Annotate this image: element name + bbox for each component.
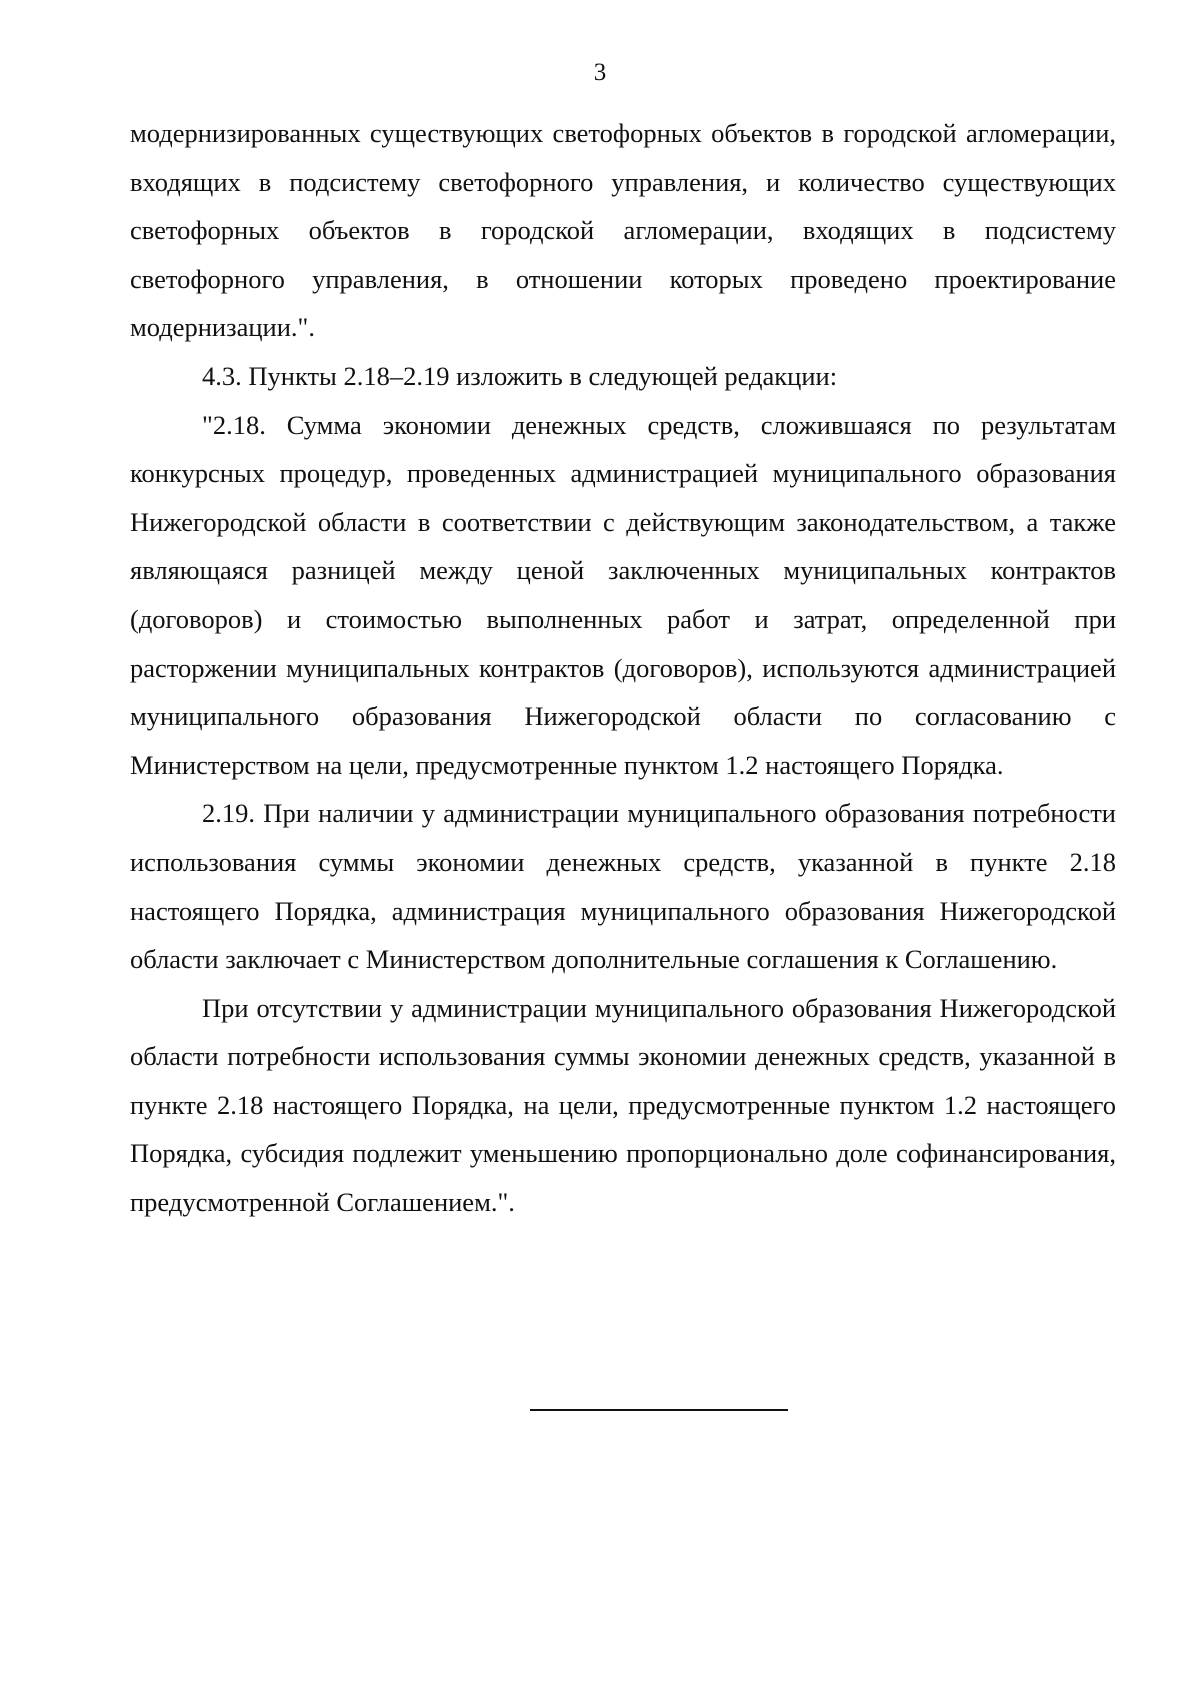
page-number: 3	[593, 59, 607, 86]
paragraph-item-2-19: 2.19. При наличии у администрации муниципального образования потребности использования суммы экономии денежных средств, указанной в пункте 2.18 настоящего Порядка, администрация муниципального образования Нижегородской области заключает с Министерством дополнительные соглашения к Соглашению.	[130, 798, 1116, 975]
paragraph-absence-clause: При отсутствии у администрации муниципального образования Нижегородской области потребности использования суммы экономии денежных средств, указанной в пункте 2.18 настоящего Порядка, на цели, предусмотренные пунктом 1.2 настоящего Порядка, субсидия подлежит уменьшению пропорционально доле софинансирования, предусмотренной Соглашением.".	[130, 992, 1116, 1218]
document-body	[130, 109, 1116, 1227]
paragraph-item-2-18: "2.18. Сумма экономии денежных средств, сложившаяся по результатам конкурсных процедур, проведенных администрацией муниципального образования Нижегородской области в соответствии с действующим законодательством, а также являющаяся разницей между ценой заключенных муниципальных контрактов (договоров) и стоимостью выполненных работ и затрат, определенной при расторжении муниципальных контрактов (договоров), используются администрацией муниципального образования Нижегородской области по согласованию с Министерством на цели, предусмотренные пунктом 1.2 настоящего Порядка.	[130, 409, 1116, 780]
paragraph-continuation: модернизированных существующих светофорных объектов в городской агломерации, входящих в подсистему светофорного управления, и количество существующих светофорных объектов в городской агломерации, входящих в подсистему светофорного управления, в отношении которых проведено проектирование модернизации.".	[130, 118, 1116, 343]
end-separator-line	[530, 1409, 788, 1411]
paragraph-item-4-3: 4.3. Пункты 2.18–2.19 изложить в следующей редакции:	[202, 360, 838, 391]
